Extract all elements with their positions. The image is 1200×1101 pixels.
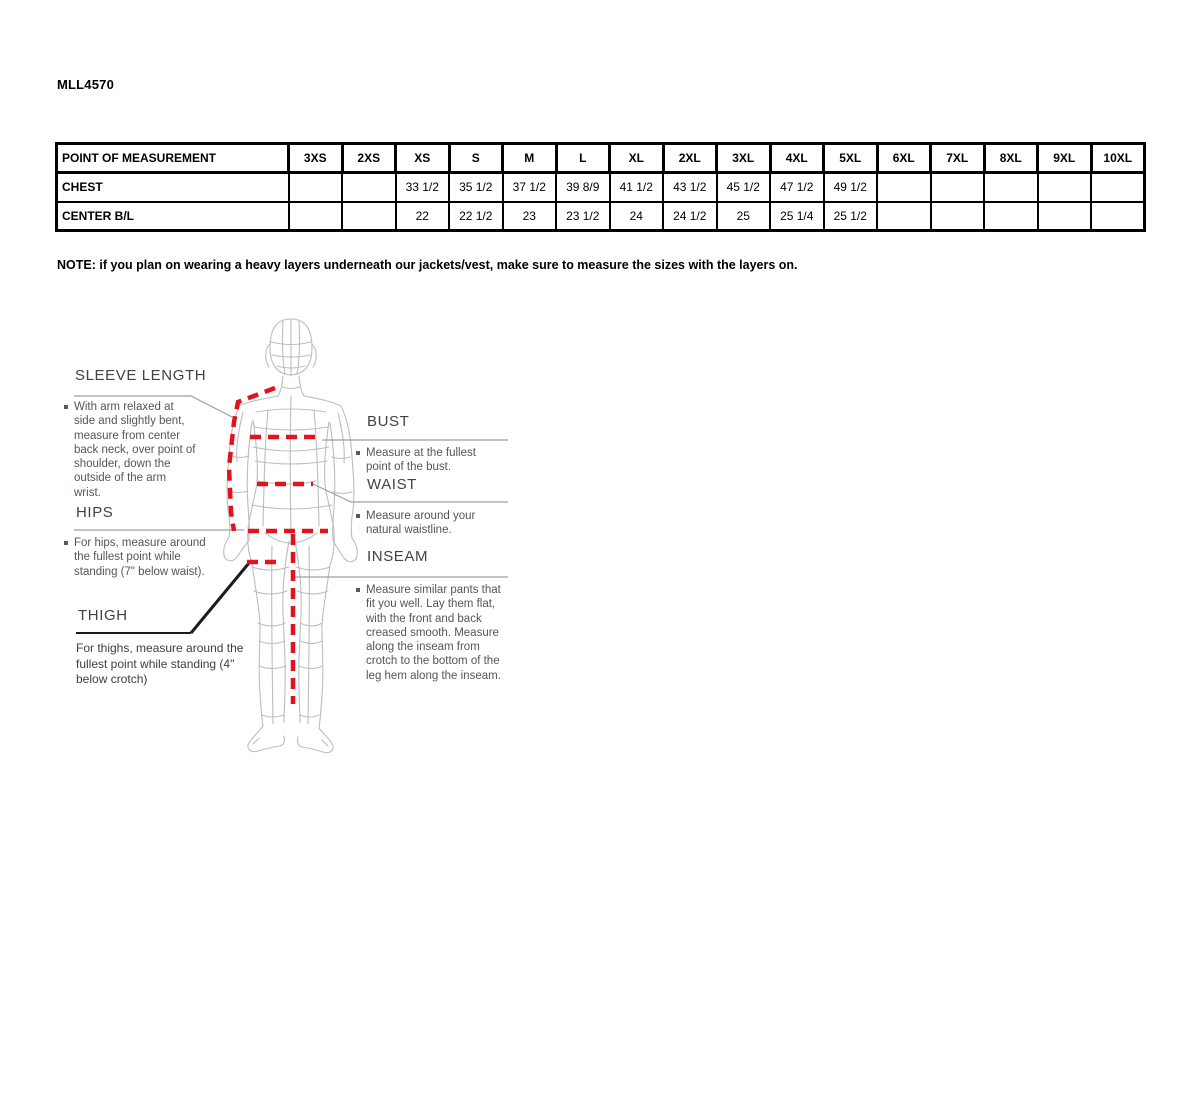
inseam-description: Measure similar pants that fit you well. Lay them flat, with the front and back creased smooth. Measure along the inseam from crotch to the bottom of the leg hem along the inseam. — [356, 583, 516, 683]
bullet-icon — [64, 405, 68, 409]
table-cell — [877, 173, 931, 202]
table-cell: 39 8/9 — [556, 173, 610, 202]
hips-heading: HIPS — [76, 504, 114, 521]
table-cell: 47 1/2 — [770, 173, 824, 202]
column-header-size: 8XL — [984, 144, 1038, 173]
table-cell — [342, 173, 396, 202]
table-row — [57, 173, 1145, 202]
column-header-size: 10XL — [1091, 144, 1145, 173]
table-cell — [877, 202, 931, 231]
sleeve-length-heading: SLEEVE LENGTH — [75, 367, 207, 384]
column-header-size: M — [503, 144, 557, 173]
page-title: MLL4570 — [57, 77, 115, 92]
table-cell: 41 1/2 — [610, 173, 664, 202]
column-header-size: XL — [610, 144, 664, 173]
table-cell: 33 1/2 — [396, 173, 450, 202]
column-header-size: S — [449, 144, 503, 173]
table-cell: 22 — [396, 202, 450, 231]
size-table — [55, 142, 1146, 232]
table-cell: 45 1/2 — [717, 173, 771, 202]
table-cell — [289, 202, 343, 231]
table-cell: 23 1/2 — [556, 202, 610, 231]
bust-heading: BUST — [367, 413, 410, 430]
table-cell: 43 1/2 — [663, 173, 717, 202]
waist-description: Measure around your natural waistline. — [356, 509, 496, 538]
bullet-icon — [64, 541, 68, 545]
table-cell: 25 1/4 — [770, 202, 824, 231]
table-cell — [984, 202, 1038, 231]
table-cell — [1038, 173, 1092, 202]
column-header-size: 3XS — [289, 144, 343, 173]
bullet-icon — [356, 514, 360, 518]
table-row — [57, 202, 1145, 231]
thigh-heading: THIGH — [78, 607, 128, 624]
column-header-size: 6XL — [877, 144, 931, 173]
column-header-size: 4XL — [770, 144, 824, 173]
column-header-size: 3XL — [717, 144, 771, 173]
sleeve-length-description: With arm relaxed at side and slightly bent, measure from center back neck, over point of shoulder, down the outside of the arm wrist. — [64, 400, 200, 500]
note-text: NOTE: if you plan on wearing a heavy layers underneath our jackets/vest, make sure to measure the sizes with the layers on. — [57, 258, 798, 272]
column-header-size: 9XL — [1038, 144, 1092, 173]
inseam-heading: INSEAM — [367, 548, 429, 565]
table-cell — [1038, 202, 1092, 231]
table-cell: 24 1/2 — [663, 202, 717, 231]
table-cell: 23 — [503, 202, 557, 231]
column-header-size: 5XL — [824, 144, 878, 173]
table-cell: 24 — [610, 202, 664, 231]
row-label: CENTER B/L — [57, 202, 289, 231]
table-cell: 35 1/2 — [449, 173, 503, 202]
column-header-size: 2XL — [663, 144, 717, 173]
column-header-size: L — [556, 144, 610, 173]
column-header-size: 7XL — [931, 144, 985, 173]
table-cell — [1091, 173, 1145, 202]
measurement-diagram — [0, 300, 580, 770]
bust-description: Measure at the fullest point of the bust. — [356, 446, 496, 475]
table-cell: 25 1/2 — [824, 202, 878, 231]
table-cell: 22 1/2 — [449, 202, 503, 231]
table-cell: 49 1/2 — [824, 173, 878, 202]
table-cell — [931, 173, 985, 202]
table-cell — [342, 202, 396, 231]
column-header-size: 2XS — [342, 144, 396, 173]
bullet-icon — [356, 451, 360, 455]
bullet-icon — [356, 588, 360, 592]
table-cell — [1091, 202, 1145, 231]
table-cell — [984, 173, 1038, 202]
waist-heading: WAIST — [367, 476, 417, 493]
hips-description: For hips, measure around the fullest point while standing (7" below waist). — [64, 536, 214, 579]
table-cell — [289, 173, 343, 202]
column-header-size: XS — [396, 144, 450, 173]
table-cell: 37 1/2 — [503, 173, 557, 202]
table-cell: 25 — [717, 202, 771, 231]
table-cell — [931, 202, 985, 231]
body-wireframe-figure — [224, 319, 358, 753]
row-label: CHEST — [57, 173, 289, 202]
table-header-row — [57, 144, 1145, 173]
column-header-point-of-measurement: POINT OF MEASUREMENT — [57, 144, 289, 173]
thigh-description: For thighs, measure around the fullest point while standing (4" below crotch) — [76, 641, 244, 686]
